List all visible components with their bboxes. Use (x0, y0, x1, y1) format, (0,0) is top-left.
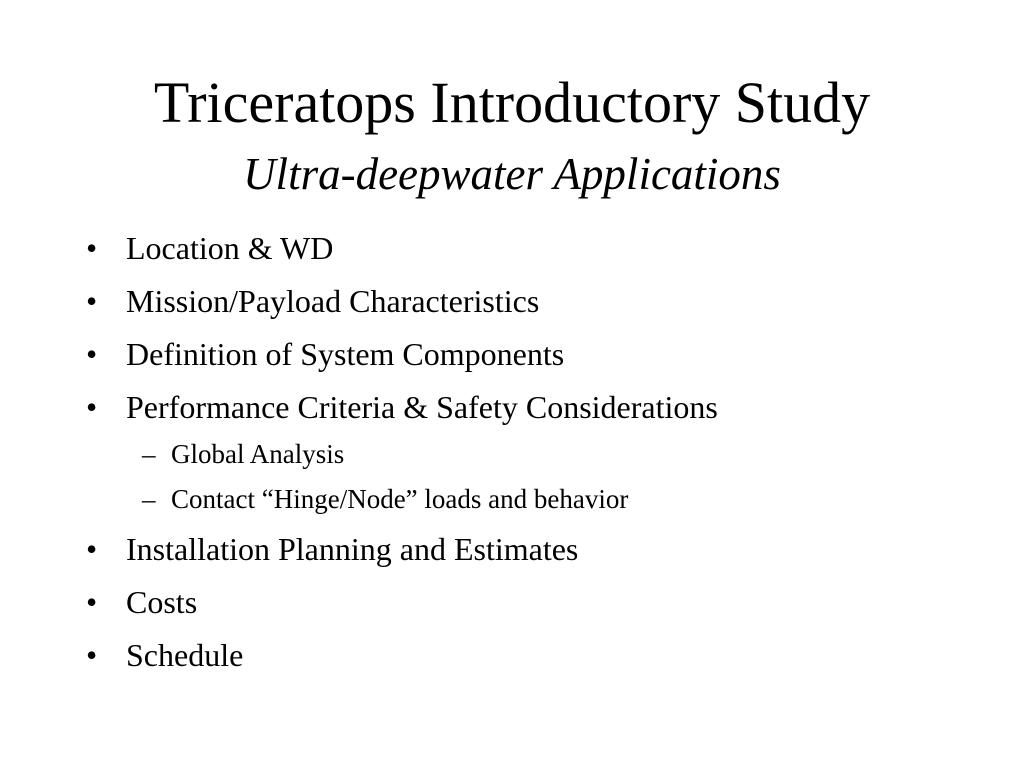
bullet-text: Mission/Payload Characteristics (126, 283, 540, 319)
sub-bullet-text: Global Analysis (171, 439, 345, 469)
bullet-marker: • (86, 531, 98, 567)
sub-bullet-contact-loads (142, 482, 628, 516)
bullet-definition (86, 334, 564, 374)
bullet-marker: • (86, 389, 98, 425)
bullet-marker: • (86, 584, 98, 620)
bullet-schedule (86, 635, 243, 675)
bullet-text: Installation Planning and Estimates (126, 531, 579, 567)
bullet-location (86, 228, 333, 268)
bullet-text: Location & WD (126, 230, 334, 266)
bullet-marker: • (86, 336, 98, 372)
bullet-mission (86, 281, 539, 321)
bullet-text: Performance Criteria & Safety Considerations (126, 389, 718, 425)
bullet-marker: • (86, 637, 98, 673)
sub-bullet-marker: – (142, 439, 156, 469)
bullet-marker: • (86, 230, 98, 266)
bullet-installation (86, 529, 578, 569)
bullet-text: Definition of System Components (126, 336, 565, 372)
bullet-text: Costs (126, 584, 198, 620)
bullet-costs (86, 582, 197, 622)
sub-bullet-marker: – (142, 484, 156, 514)
bullet-text: Schedule (126, 637, 244, 673)
sub-bullet-global-analysis (142, 437, 344, 471)
bullet-marker: • (86, 283, 98, 319)
sub-bullet-text: Contact “Hinge/Node” loads and behavior (171, 484, 629, 514)
bullet-performance (86, 387, 718, 427)
slide-title: Triceratops Introductory Study (153, 70, 871, 135)
slide-subtitle: Ultra-deepwater Applications (243, 149, 781, 199)
